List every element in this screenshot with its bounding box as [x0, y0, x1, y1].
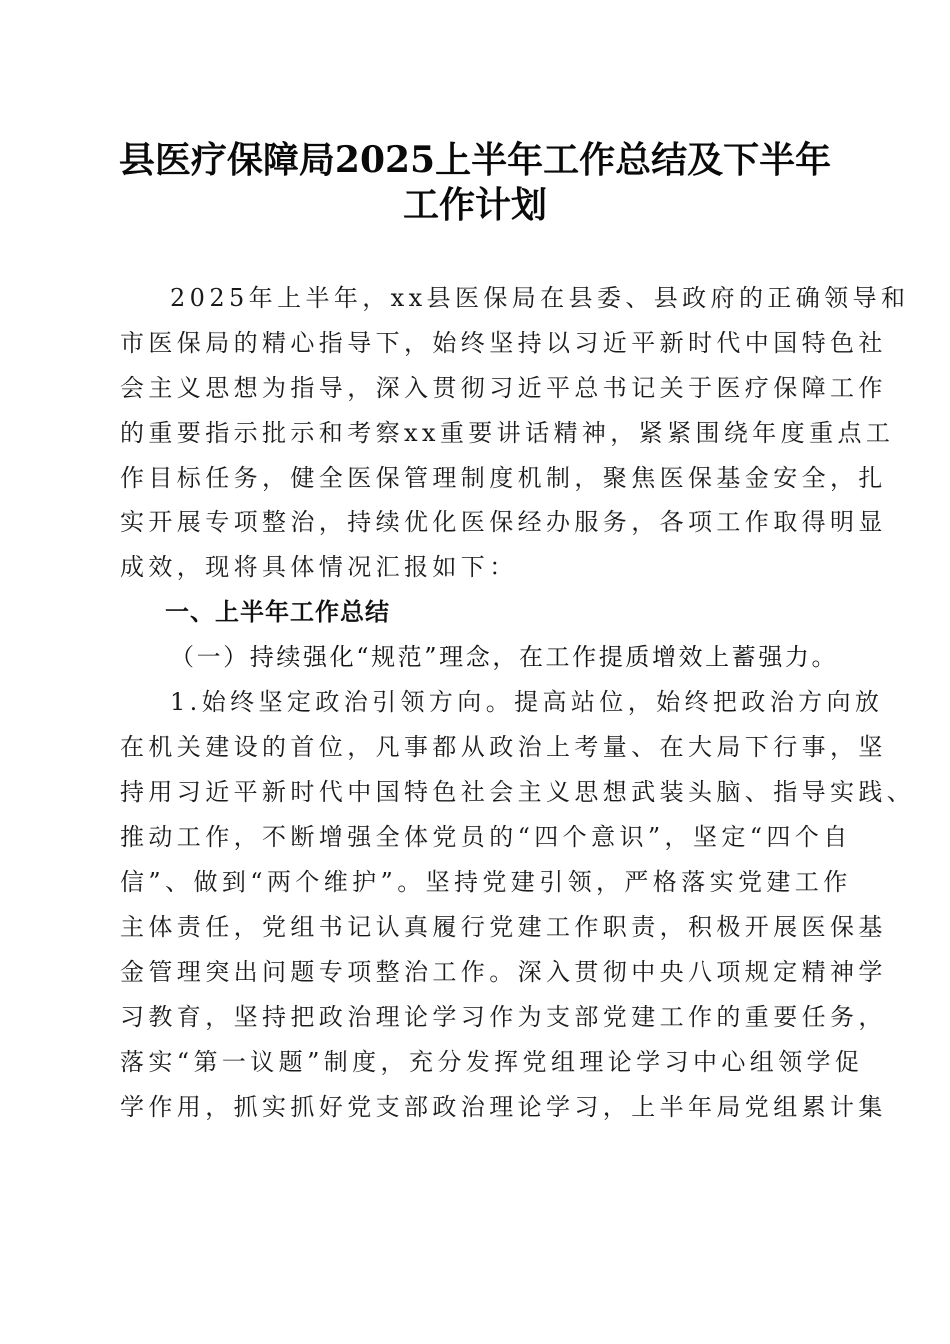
paragraph-line: 1.始终坚定政治引领方向。提高站位，始终把政治方向放 — [170, 688, 884, 716]
paragraph-line: 的重要指示批示和考察xx重要讲话精神，紧紧围绕年度重点工 — [120, 419, 895, 447]
paragraph-line: 市医保局的精心指导下，始终坚持以习近平新时代中国特色社 — [120, 329, 887, 357]
paragraph-line: 金管理突出问题专项整治工作。深入贯彻中央八项规定精神学 — [120, 958, 887, 986]
subsection-heading: （一）持续强化“规范”理念，在工作提质增效上蓄强力。 — [170, 643, 839, 671]
paragraph-line: 习教育，坚持把政治理论学习作为支部党建工作的重要任务， — [120, 1003, 887, 1031]
paragraph-line: 落实“第一议题”制度，充分发挥党组理论学习中心组领学促 — [120, 1048, 864, 1076]
paragraph-line: 学作用，抓实抓好党支部政治理论学习，上半年局党组累计集 — [120, 1093, 887, 1121]
paragraph-line: 成效，现将具体情况汇报如下： — [120, 553, 518, 581]
paragraph-line: 在机关建设的首位，凡事都从政治上考量、在大局下行事，坚 — [120, 733, 887, 761]
document-title-line-1: 县医疗保障局2025上半年工作总结及下半年 — [118, 139, 832, 181]
paragraph-line: 信”、做到“两个维护”。坚持党建引领，严格落实党建工作 — [120, 868, 852, 896]
paragraph-line: 主体责任，党组书记认真履行党建工作职责，积极开展医保基 — [120, 913, 887, 941]
paragraph-line: 实开展专项整治，持续优化医保经办服务，各项工作取得明显 — [120, 508, 887, 536]
paragraph-line: 2025年上半年，xx县医保局在县委、县政府的正确领导和 — [170, 284, 910, 312]
section-heading: 一、上半年工作总结 — [165, 598, 390, 626]
document-title-line-2: 工作计划 — [402, 184, 547, 226]
paragraph-line: 作目标任务，健全医保管理制度机制，聚焦医保基金安全，扎 — [120, 464, 887, 492]
paragraph-line: 推动工作，不断增强全体党员的“四个意识”，坚定“四个自 — [120, 823, 852, 851]
paragraph-line: 持用习近平新时代中国特色社会主义思想武装头脑、指导实践、 — [120, 778, 916, 806]
paragraph-line: 会主义思想为指导，深入贯彻习近平总书记关于医疗保障工作 — [120, 374, 887, 402]
